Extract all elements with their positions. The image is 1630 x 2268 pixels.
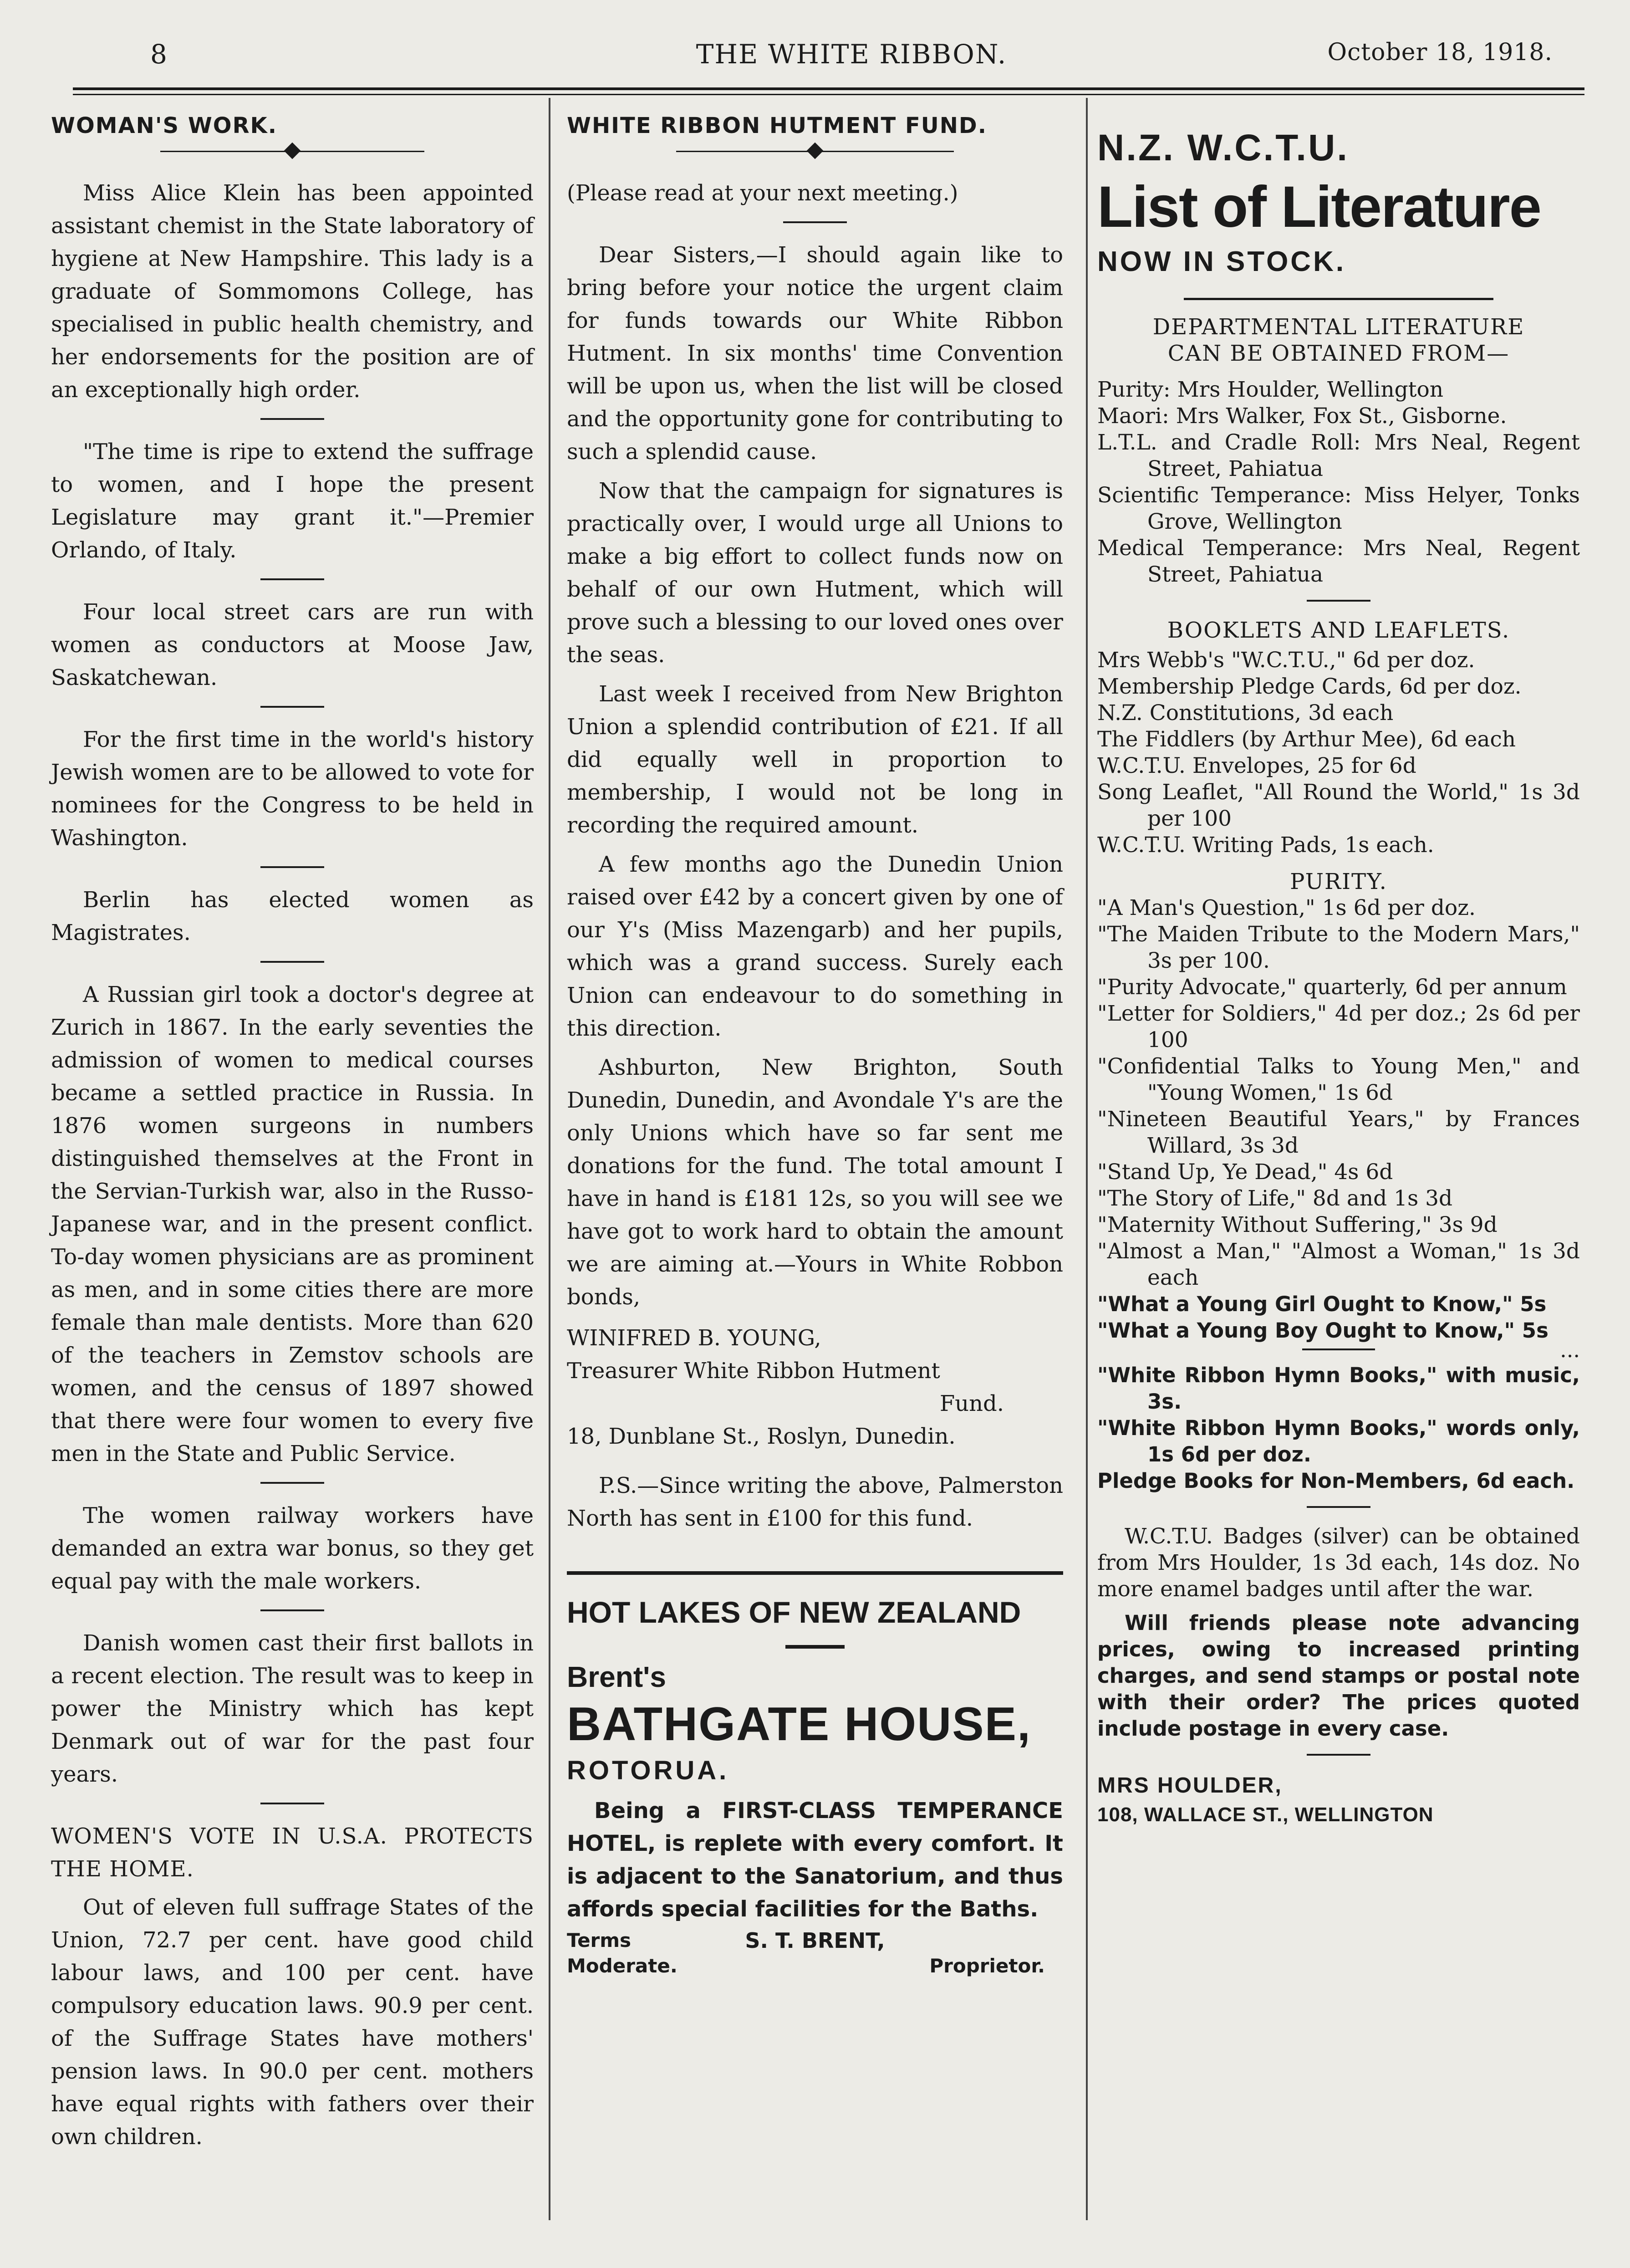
column-hutment-fund	[567, 109, 1063, 1982]
ad-proprietor: S. T. BRENT,	[745, 1928, 885, 1953]
signature-title: Treasurer White Ribbon Hutment	[567, 1358, 940, 1384]
ad-terms: Terms	[567, 1929, 632, 1951]
department-entry: Maori: Mrs Walker, Fox St., Gisborne.	[1097, 404, 1507, 429]
booklet-entry: W.C.T.U. Writing Pads, 1s each.	[1097, 833, 1434, 858]
ad-body: Being a FIRST-CLASS TEMPERANCE HOTEL, is replete with every comfort. It is adjacent to the Sanatorium, and thus affords special facilities for the Baths.	[567, 1798, 1063, 1922]
separator	[260, 1609, 324, 1611]
purity-entry: "Almost a Man," "Almost a Woman," 1s 3d each	[1097, 1239, 1580, 1290]
hymn-book-entry: "White Ribbon Hymn Books," with music, 3s.	[1097, 1363, 1580, 1414]
column-literature-list	[1097, 123, 1580, 1829]
title-rule	[1184, 298, 1493, 300]
separator	[783, 221, 847, 223]
org-heading: N.Z. W.C.T.U.	[1097, 127, 1350, 169]
ornament-rule	[51, 142, 534, 160]
purity-entry: "What a Young Boy Ought to Know," 5s	[1097, 1318, 1548, 1343]
postscript: P.S.—Since writing the above, Palmerston North has sent in £100 for this fund.	[567, 1473, 1063, 1531]
news-item: A Russian girl took a doctor's degree at Zurich in 1867. In the early seventies the admission of women to medical courses became a settled practice in Russia. In 1876 women surgeons in numbers distinguished themselves at the Front in the Servian-Turkish war, also in the Russo-Japanese war, and in the present conflict. To-day women physicians are as prominent as men, and in some cities there are more female than male dentists. More than 620 of the teachers in Zemstov schools are women, and the census of 1897 showed that there were four women to every five men in the State and Public Service.	[51, 982, 534, 1466]
news-item: Berlin has elected women as Magistrates.	[51, 887, 534, 945]
bathgate-house-ad	[567, 1593, 1063, 1982]
ad-owner: Brent's	[567, 1660, 666, 1693]
separator	[260, 706, 324, 708]
purity-entry: "The Story of Life," 8d and 1s 3d	[1097, 1186, 1453, 1211]
separator	[1302, 1349, 1375, 1350]
purity-entry: "The Maiden Tribute to the Modern Mars," 3s per 100.	[1097, 922, 1580, 973]
separator	[1307, 1754, 1370, 1756]
womans-work-heading: WOMAN'S WORK.	[51, 113, 277, 138]
column-womans-work	[51, 109, 534, 2153]
booklet-entry: Song Leaflet, "All Round the World," 1s 3d per 100	[1097, 780, 1580, 831]
letter-paragraph: Last week I received from New Brighton Union a splendid contribution of £21. If all did equally well in proportion to membership, I would not be long in recording the required amount.	[567, 681, 1063, 838]
column-rule-right	[1086, 98, 1088, 2220]
in-stock-heading: NOW IN STOCK.	[1097, 246, 1346, 277]
department-entry: Medical Temperance: Mrs Neal, Regent Street, Pahiatua	[1097, 536, 1580, 587]
letter-paragraph: Now that the campaign for signatures is practically over, I would urge all Unions to make a big effort to collect funds now on behalf of our own Hutment, which will prove such a blessing to our loved ones over the seas.	[567, 478, 1063, 668]
news-item: "The time is ripe to extend the suffrage to women, and I hope the present Legislature may grant it."—Premier Orlando, of Italy.	[51, 439, 534, 563]
letter-paragraph: Dear Sisters,—I should again like to bring before your notice the urgent claim for funds towards our White Ribbon Hutment. In six months' time Convention will be upon us, when the list will be closed and the opportunity gone for contributing to such a splendid cause.	[567, 242, 1063, 465]
department-entry: L.T.L. and Cradle Roll: Mrs Neal, Regent Street, Pahiatua	[1097, 430, 1580, 481]
booklet-entry: W.C.T.U. Envelopes, 25 for 6d	[1097, 753, 1416, 778]
badges-notice: W.C.T.U. Badges (silver) can be obtained from Mrs Houlder, 1s 3d each, 14s doz. No more enamel badges until after the war.	[1097, 1524, 1580, 1602]
pledge-book-entry: Pledge Books for Non-Members, 6d each.	[1097, 1469, 1575, 1493]
suffrage-text: Out of eleven full suffrage States of the Union, 72.7 per cent. have good child labour laws, and 100 per cent. have compulsory education laws. 90.9 per cent. of the Suffrage States have mothers' pension laws. In 90.0 per cent. mothers have equal rights with fathers over their own children.	[51, 1895, 534, 2150]
header-rule-thin	[73, 94, 1584, 95]
departmental-heading: DEPARTMENTAL LITERATURE	[1152, 314, 1525, 340]
purity-entry: "Maternity Without Suffering," 3s 9d	[1097, 1212, 1498, 1237]
signature-title-cont: Fund.	[939, 1391, 1004, 1416]
header-rule	[73, 87, 1584, 90]
letter-paragraph: A few months ago the Dunedin Union raised over £42 by a concert given by one of our Y's (Miss Mazengarb) and her pupils, which was a grand success. Surely each Union can endeavour to do something in this direction.	[567, 852, 1063, 1041]
ad-footer	[567, 1927, 1063, 1982]
ad-proprietor-title: Proprietor.	[929, 1955, 1045, 1977]
publication-title: THE WHITE RIBBON.	[696, 39, 1007, 70]
ellipsis: ...	[1560, 1338, 1580, 1362]
purity-heading: PURITY.	[1290, 869, 1387, 894]
news-item: For the first time in the world's history Jewish women are to be allowed to vote for nominees for the Congress to be held in Washington.	[51, 727, 534, 851]
news-item: The women railway workers have demanded an extra war bonus, so they get equal pay with the male workers.	[51, 1503, 534, 1594]
separator	[260, 961, 324, 963]
separator	[260, 866, 324, 868]
meeting-note: (Please read at your next meeting.)	[567, 180, 958, 206]
booklet-entry: N.Z. Constitutions, 3d each	[1097, 700, 1394, 725]
booklet-entry: Mrs Webb's "W.C.T.U.," 6d per doz.	[1097, 648, 1475, 673]
purity-entry: "What a Young Girl Ought to Know," 5s	[1097, 1292, 1547, 1316]
ad-hotel-name: BATHGATE HOUSE,	[567, 1698, 1031, 1751]
separator	[260, 578, 324, 580]
hymn-book-entry: "White Ribbon Hymn Books," words only, 1s 6d per doz.	[1097, 1416, 1580, 1466]
ad-terms-moderate: Moderate.	[567, 1955, 677, 1977]
purity-entry: "Letter for Soldiers," 4d per doz.; 2s 6d per 100	[1097, 1001, 1580, 1052]
letter-paragraph: Ashburton, New Brighton, South Dunedin, Dunedin, and Avondale Y's are the only Unions which have so far sent me donations for the fund. The total amount I have in hand is £181 12s, so you will see we have got to work hard to obtain the amount we are aiming at.—Yours in White Robbon bonds,	[567, 1055, 1063, 1310]
separator	[260, 1482, 324, 1484]
ad-region: HOT LAKES OF NEW ZEALAND	[567, 1595, 1021, 1629]
separator	[1307, 1506, 1370, 1508]
booklet-entry: The Fiddlers (by Arthur Mee), 6d each	[1097, 727, 1516, 752]
purity-entry: "Stand Up, Ye Dead," 4s 6d	[1097, 1160, 1393, 1185]
column-rule-left	[549, 98, 550, 2220]
purity-entry: "Nineteen Beautiful Years," by Frances Willard, 3s 3d	[1097, 1107, 1580, 1158]
ad-town: ROTORUA.	[567, 1756, 729, 1785]
ad-separator	[785, 1645, 845, 1649]
page-number: 8	[150, 39, 167, 70]
news-item: Danish women cast their first ballots in a recent election. The result was to keep in power the Ministry which has kept Denmark out of war for the past four years.	[51, 1630, 534, 1787]
news-item: Miss Alice Klein has been appointed assistant chemist in the State laboratory of hygiene at New Hampshire. This lady is a graduate of Sommomons College, has specialised in public health chemistry, and her endorsements for the position are of an exceptionally high order.	[51, 180, 534, 403]
separator	[260, 1803, 324, 1804]
prices-notice: Will friends please note advancing prices, owing to increased printing charges, and send stamps or postal note with their order? The prices quoted include postage in every case.	[1097, 1611, 1580, 1741]
purity-list-end	[1097, 1338, 1580, 1362]
booklets-heading: BOOKLETS AND LEAFLETS.	[1167, 618, 1510, 643]
hutment-heading: WHITE RIBBON HUTMENT FUND.	[567, 113, 987, 138]
ornament-rule	[567, 142, 1063, 160]
booklet-entry: Membership Pledge Cards, 6d per doz.	[1097, 674, 1522, 699]
sender-address: 18, Dunblane St., Roslyn, Dunedin.	[567, 1424, 956, 1449]
separator	[1307, 600, 1370, 602]
ad-top-rule	[567, 1571, 1063, 1575]
running-header	[150, 39, 1553, 89]
signature-name: WINIFRED B. YOUNG,	[567, 1325, 821, 1351]
departmental-heading-cont: CAN BE OBTAINED FROM—	[1167, 341, 1510, 366]
news-item: Four local street cars are run with women as conductors at Moose Jaw, Saskatchewan.	[51, 599, 534, 690]
suffrage-subheading: WOMEN'S VOTE IN U.S.A. PROTECTS THE HOME.	[51, 1824, 534, 1882]
department-entry: Scientific Temperance: Miss Helyer, Tonks Grove, Wellington	[1097, 483, 1580, 534]
purity-entry: "A Man's Question," 1s 6d per doz.	[1097, 895, 1476, 920]
purity-entry: "Purity Advocate," quarterly, 6d per annum	[1097, 975, 1567, 1000]
department-entry: Purity: Mrs Houlder, Wellington	[1097, 377, 1444, 402]
purity-entry: "Confidential Talks to Young Men," and "Young Women," 1s 6d	[1097, 1054, 1580, 1105]
contact-address: 108, WALLACE ST., WELLINGTON	[1097, 1803, 1434, 1826]
contact-name: MRS HOULDER,	[1097, 1773, 1283, 1798]
literature-title: List of Literature	[1097, 174, 1541, 240]
separator	[260, 418, 324, 420]
issue-date: October 18, 1918.	[1327, 39, 1553, 66]
